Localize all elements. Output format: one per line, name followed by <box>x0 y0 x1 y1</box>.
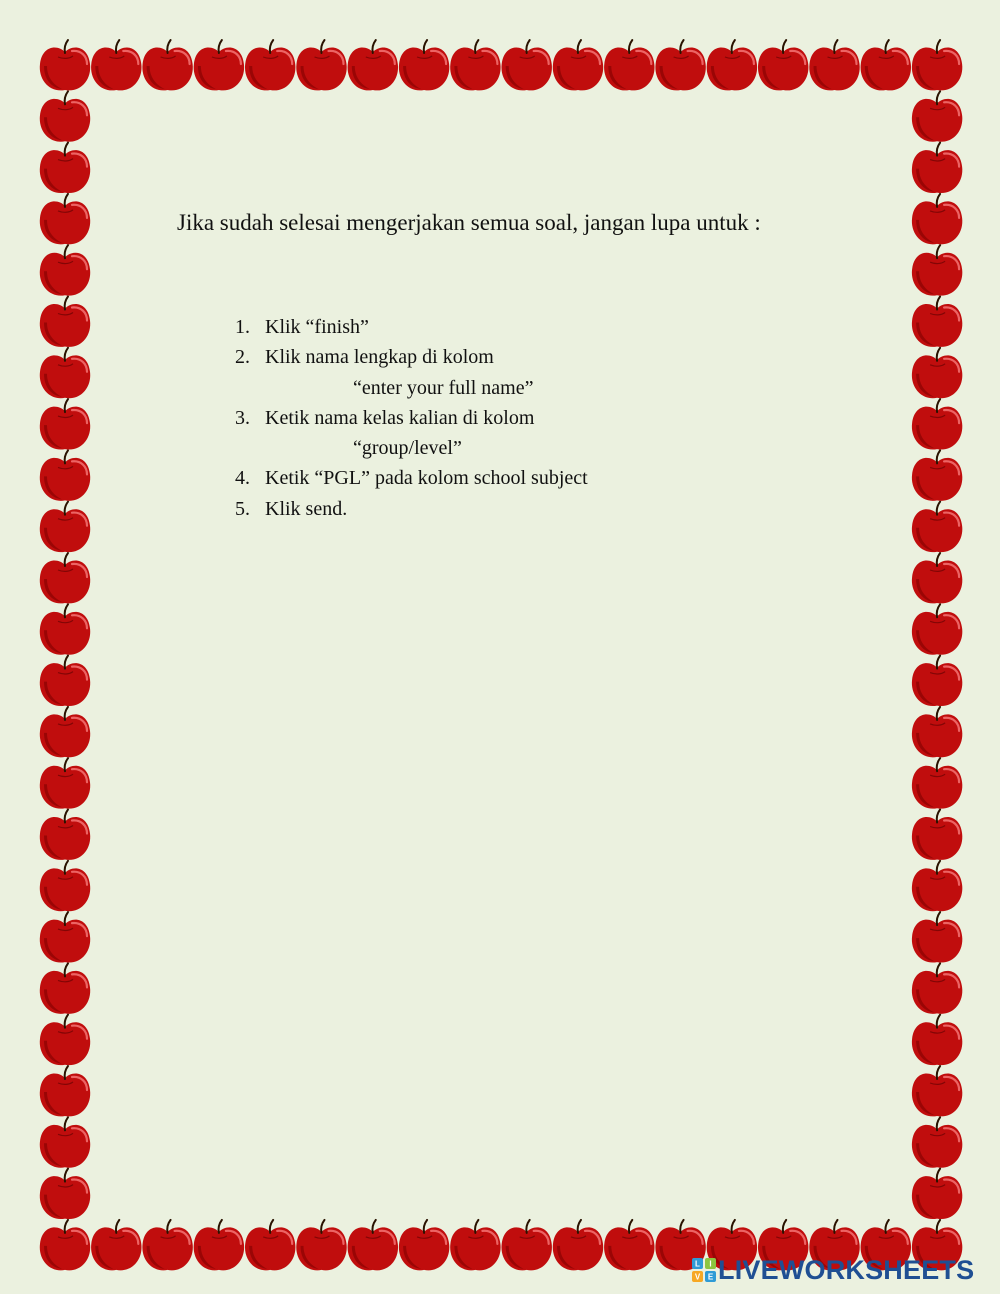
apple-icon <box>40 553 90 603</box>
apple-icon <box>40 758 90 808</box>
apple-icon <box>40 348 90 398</box>
list-item <box>235 494 588 524</box>
apple-icon <box>912 297 962 347</box>
apple-icon <box>912 40 962 90</box>
apple-icon <box>912 399 962 449</box>
list-item <box>235 312 588 342</box>
apple-icon <box>861 40 911 90</box>
apple-icon <box>912 502 962 552</box>
svg-text:V: V <box>694 1272 701 1282</box>
step-continuation: “group/level” <box>353 437 462 460</box>
step-text: Klik send. <box>265 497 348 520</box>
list-item <box>235 342 588 372</box>
apple-icon <box>912 143 962 193</box>
apple-icon <box>91 40 141 90</box>
apple-icon <box>194 40 244 90</box>
apple-icon <box>758 40 808 90</box>
step-text: Ketik nama kelas kalian di kolom <box>265 406 535 429</box>
apple-icon <box>912 861 962 911</box>
apple-icon <box>912 1169 962 1219</box>
apple-icon <box>501 40 551 90</box>
apple-icon <box>142 1220 192 1270</box>
apple-icon <box>912 553 962 603</box>
apple-icon <box>91 1220 141 1270</box>
apple-icon <box>40 810 90 860</box>
apple-icon <box>40 1117 90 1167</box>
step-number: 1. <box>235 316 250 338</box>
watermark-text: LIVEWORKSHEETS <box>718 1254 975 1285</box>
liveworksheets-watermark <box>692 1255 974 1285</box>
apple-icon <box>399 40 449 90</box>
apple-icon <box>553 1220 603 1270</box>
apple-icon <box>912 604 962 654</box>
apple-icon <box>912 348 962 398</box>
apple-icon <box>707 40 757 90</box>
apple-icon <box>296 1220 346 1270</box>
apple-icon <box>809 40 859 90</box>
apple-icon <box>912 707 962 757</box>
apple-icon <box>40 604 90 654</box>
apple-icon <box>912 1066 962 1116</box>
apple-icon <box>912 91 962 141</box>
apple-icon <box>399 1220 449 1270</box>
apple-icon <box>40 1015 90 1065</box>
apple-icon <box>553 40 603 90</box>
apple-icon <box>912 810 962 860</box>
apple-icon <box>40 40 90 90</box>
svg-text:L: L <box>695 1259 700 1269</box>
apple-icon <box>245 1220 295 1270</box>
apple-icon <box>40 502 90 552</box>
apple-icon <box>142 40 192 90</box>
apple-icon <box>348 40 398 90</box>
apple-icon <box>912 1015 962 1065</box>
apple-icon <box>912 758 962 808</box>
step-text: Klik “finish” <box>265 316 369 338</box>
apple-icon <box>912 1117 962 1167</box>
apple-icon <box>655 40 705 90</box>
apple-icon <box>912 912 962 962</box>
svg-text:I: I <box>709 1259 712 1269</box>
apple-icon <box>912 963 962 1013</box>
apple-icon <box>40 450 90 500</box>
apple-icon <box>912 450 962 500</box>
apple-icon <box>40 1169 90 1219</box>
steps-list <box>235 312 588 524</box>
apple-icon <box>40 912 90 962</box>
apple-icon <box>194 1220 244 1270</box>
apple-icon <box>450 1220 500 1270</box>
apple-icon <box>40 143 90 193</box>
apple-icon <box>40 194 90 244</box>
apple-icon <box>40 1066 90 1116</box>
svg-text:E: E <box>707 1272 714 1282</box>
step-number: 4. <box>235 467 250 490</box>
apple-icon <box>40 91 90 141</box>
instruction-heading: Jika sudah selesai mengerjakan semua soal, jangan lupa untuk : <box>177 210 761 235</box>
apple-icon <box>501 1220 551 1270</box>
apple-icon <box>40 297 90 347</box>
liveworksheets-logo-icon <box>692 1258 716 1282</box>
apple-icon <box>912 245 962 295</box>
apple-icon <box>245 40 295 90</box>
apple-icon <box>604 1220 654 1270</box>
apple-icon <box>450 40 500 90</box>
apple-icon <box>348 1220 398 1270</box>
apple-icon <box>40 1220 90 1270</box>
step-text: Ketik “PGL” pada kolom school subject <box>265 467 588 490</box>
apple-icon <box>40 656 90 706</box>
apple-icon <box>604 40 654 90</box>
apple-icon <box>40 861 90 911</box>
step-text: Klik nama lengkap di kolom <box>265 346 494 369</box>
apple-icon <box>40 707 90 757</box>
list-item <box>235 463 588 493</box>
apple-icon <box>40 399 90 449</box>
step-continuation: “enter your full name” <box>353 376 534 399</box>
apple-icon <box>40 245 90 295</box>
apple-icon <box>912 656 962 706</box>
step-number: 2. <box>235 346 250 369</box>
step-number: 3. <box>235 406 250 429</box>
apple-icon <box>40 963 90 1013</box>
step-number: 5. <box>235 497 250 520</box>
apple-icon <box>912 194 962 244</box>
apple-icon <box>296 40 346 90</box>
list-item <box>235 403 588 433</box>
